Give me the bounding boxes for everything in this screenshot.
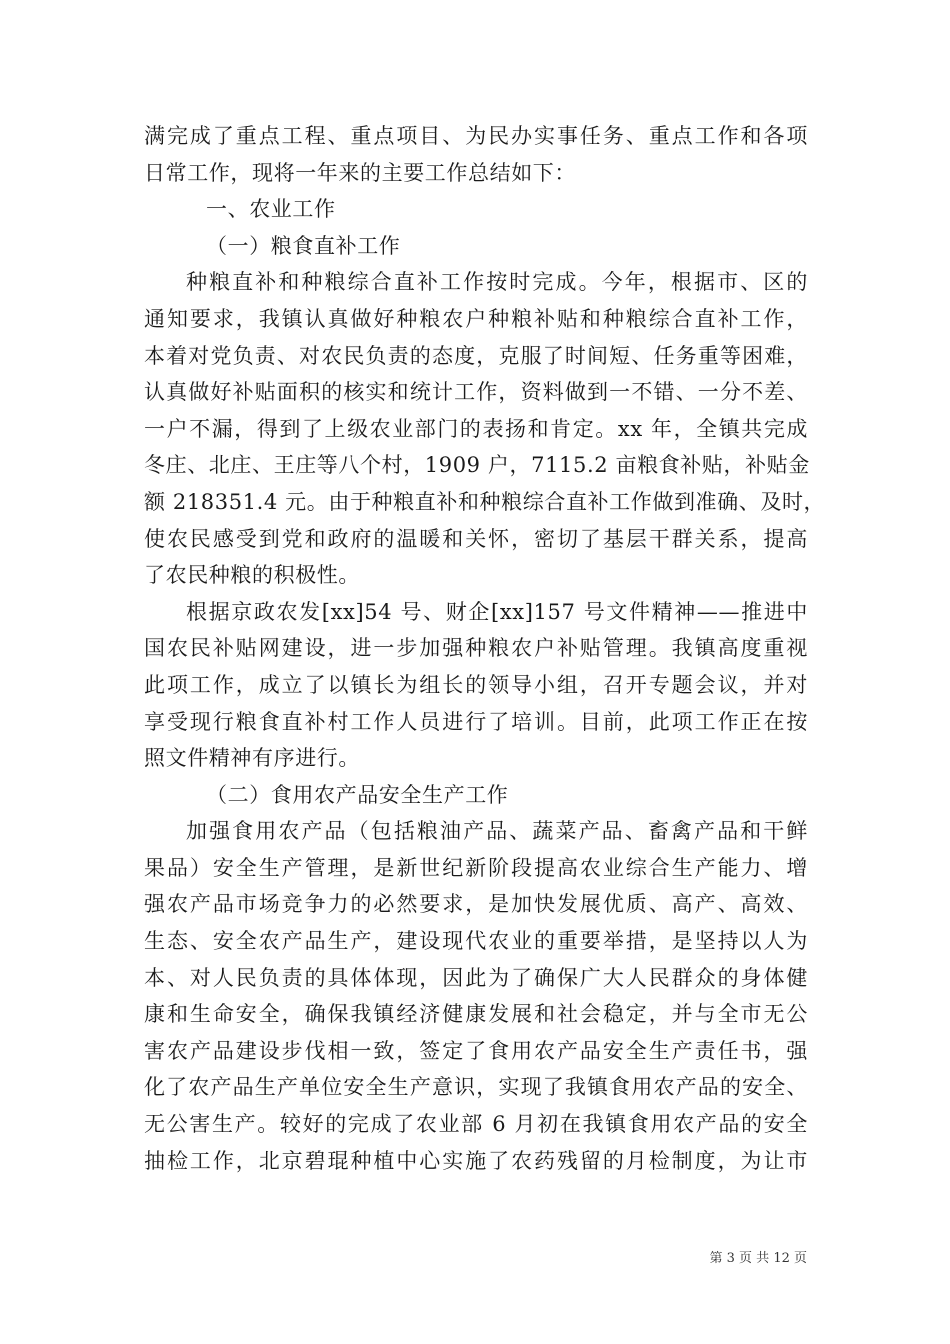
text-line: 抽检工作，北京碧琨种植中心实施了农药残留的月检制度，为让市	[144, 1148, 808, 1173]
text-line: 日常工作，现将一年来的主要工作总结如下：	[144, 160, 576, 185]
text-line: 通知要求，我镇认真做好种粮农户种粮补贴和种粮综合直补工作，	[144, 306, 808, 331]
text-line: 生态、安全农产品生产，建设现代农业的重要举措，是坚持以人为	[144, 929, 808, 954]
text-line: 化了农产品生产单位安全生产意识，实现了我镇食用农产品的安全、	[144, 1075, 808, 1100]
text-line: 一户不漏，得到了上级农业部门的表扬和肯定。xx 年，全镇共完成	[144, 416, 808, 441]
subsection-heading: （二）食用农产品安全生产工作	[206, 782, 509, 807]
document-body	[144, 118, 826, 1179]
text-line: 照文件精神有序进行。	[144, 746, 360, 771]
text-line: 使农民感受到党和政府的温暖和关怀，密切了基层干群关系，提高	[144, 526, 808, 551]
text-line: 加强食用农产品（包括粮油产品、蔬菜产品、畜禽产品和干鲜	[186, 819, 808, 844]
text-line: 冬庄、北庄、王庄等八个村，1909 户，7115.2 亩粮食补贴，补贴金	[144, 453, 810, 478]
text-line: 额 218351.4 元。由于种粮直补和种粮综合直补工作做到准确、及时，	[144, 489, 826, 514]
text-line: 果品）安全生产管理，是新世纪新阶段提高农业综合生产能力、增	[144, 855, 808, 880]
text-line: 根据京政农发[xx]54 号、财企[xx]157 号文件精神——推进中	[186, 599, 808, 624]
page-number: 第 3 页 共 12 页	[709, 1251, 807, 1266]
text-line: 康和生命安全，确保我镇经济健康发展和社会稳定，并与全市无公	[144, 1002, 808, 1027]
text-line: 害农产品建设步伐相一致，签定了食用农产品安全生产责任书，强	[144, 1038, 808, 1063]
text-line: 了农民种粮的积极性。	[144, 563, 360, 588]
section-heading: 一、农业工作	[206, 197, 336, 222]
text-line: 强农产品市场竞争力的必然要求，是加快发展优质、高产、高效、	[144, 892, 808, 917]
text-line: 种粮直补和种粮综合直补工作按时完成。今年，根据市、区的	[186, 270, 808, 295]
text-line: 本、对人民负责的具体体现，因此为了确保广大人民群众的身体健	[144, 965, 808, 990]
text-line: 享受现行粮食直补村工作人员进行了培训。目前，此项工作正在按	[144, 709, 808, 734]
text-line: 国农民补贴网建设，进一步加强种粮农户补贴管理。我镇高度重视	[144, 636, 808, 661]
text-line: 无公害生产。较好的完成了农业部 6 月初在我镇食用农产品的安全	[144, 1112, 808, 1137]
text-line: 此项工作，成立了以镇长为组长的领导小组，召开专题会议，并对	[144, 672, 808, 697]
subsection-heading: （一）粮食直补工作	[206, 233, 401, 258]
text-line: 认真做好补贴面积的核实和统计工作，资料做到一不错、一分不差、	[144, 380, 808, 405]
text-line: 满完成了重点工程、重点项目、为民办实事任务、重点工作和各项	[144, 124, 808, 148]
text-line: 本着对党负责、对农民负责的态度，克服了时间短、任务重等困难，	[144, 343, 808, 368]
